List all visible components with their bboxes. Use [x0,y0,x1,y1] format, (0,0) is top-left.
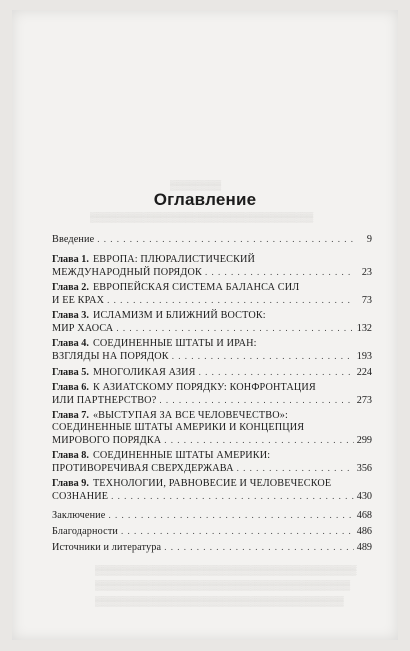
toc-chapter-entry [52,478,372,503]
toc-chapter-entry [52,382,372,407]
toc-chapter-entry [52,338,372,363]
toc-line [52,254,372,266]
toc-line [52,338,372,350]
entry-title-line: ЕВРОПА: ПЛЮРАЛИСТИЧЕСКИЙ [92,254,256,265]
dot-leader [164,541,354,553]
entry-title-line: И ЕЕ КРАХ [52,295,105,306]
table-of-contents [52,233,372,557]
page-number: 224 [356,367,372,378]
entry-title-line: СОЗНАНИЕ [52,491,109,502]
show-through-text: ▒▒▒▒▒▒▒▒ [170,180,222,190]
toc-line [52,382,372,394]
entry-title-line: СОЕДИНЕННЫЕ ШТАТЫ И ИРАН: [92,338,257,349]
entry-title-line: ИЛИ ПАРТНЕРСТВО? [52,395,157,406]
toc-line [52,541,372,554]
show-through-text: ▒▒▒▒▒▒▒▒▒▒▒▒▒▒▒▒▒▒▒▒▒▒▒▒▒▒▒▒▒▒▒▒▒▒▒ [90,212,314,222]
toc-line [52,490,372,503]
toc-chapter-entry [52,410,372,447]
show-through-text: ▒▒▒▒▒▒▒▒▒▒▒▒▒▒▒▒▒▒▒▒▒▒▒▒▒▒▒▒▒▒▒▒▒▒▒▒▒▒▒▒ [95,580,351,590]
page-title: Оглавление [153,190,257,209]
page-number: 193 [356,351,372,362]
chapter-label: Глава 6. [52,382,89,393]
chapter-label: Глава 8. [52,450,89,461]
chapter-label: Глава 2. [52,282,89,293]
entry-title-line: К АЗИАТСКОМУ ПОРЯДКУ: КОНФРОНТАЦИЯ [92,382,316,393]
entry-title-line: МИРОВОГО ПОРЯДКА [52,435,162,446]
toc-line [52,266,372,279]
toc-line [52,322,372,335]
dot-leader [116,322,354,334]
toc-entry [52,509,372,522]
toc-line [52,434,372,447]
show-through-text: ▒▒▒▒▒▒▒▒▒▒▒▒▒▒▒▒▒▒▒▒▒▒▒▒▒▒▒▒▒▒▒▒▒▒▒▒▒▒▒ [95,596,344,606]
chapter-label: Глава 4. [52,338,89,349]
dot-leader [164,434,354,446]
toc-line [52,462,372,475]
entry-title-line: Благодарности [52,526,119,537]
chapter-label: Глава 9. [52,478,89,489]
chapter-label: Глава 1. [52,254,89,265]
entry-title-line: «ВЫСТУПАЯ ЗА ВСЕ ЧЕЛОВЕЧЕСТВО»: [92,410,288,421]
page-number: 132 [356,323,372,334]
toc-line [52,422,372,434]
toc-line [52,394,372,407]
chapter-label: Глава 7. [52,410,89,421]
entry-title-line: ЕВРОПЕЙСКАЯ СИСТЕМА БАЛАНСА СИЛ [92,282,300,293]
page-number: 356 [356,463,372,474]
entry-title-line: ТЕХНОЛОГИИ, РАВНОВЕСИЕ И ЧЕЛОВЕЧЕСКОЕ [92,478,332,489]
toc-chapter-entry [52,282,372,307]
toc-chapter-entry [52,310,372,335]
toc-line [52,478,372,490]
entry-title-line: МЕЖДУНАРОДНЫЙ ПОРЯДОК [52,267,202,278]
page-number: 486 [356,526,372,537]
entry-title-line: Заключение [52,510,106,521]
entry-title-line: МИР ХАОСА [52,323,114,334]
toc-line [52,282,372,294]
entry-title-line: ПРОТИВОРЕЧИВАЯ СВЕРХДЕРЖАВА [52,463,234,474]
toc-entry [52,525,372,538]
entry-title-line: ИСЛАМИЗМ И БЛИЖНИЙ ВОСТОК: [92,310,266,321]
toc-line [52,350,372,363]
dot-leader [97,233,354,245]
toc-line [52,410,372,422]
page-number: 468 [356,510,372,521]
toc-chapter-entry [52,366,372,379]
show-through-text: ▒▒▒▒▒▒▒▒▒▒▒▒▒▒▒▒▒▒▒▒▒▒▒▒▒▒▒▒▒▒▒▒▒▒▒▒▒▒▒▒▒ [95,565,357,575]
page-number: 489 [356,542,372,553]
page-number: 273 [356,395,372,406]
dot-leader [205,266,354,278]
toc-entry [52,541,372,554]
dot-leader [121,525,354,537]
toc-entry [52,233,372,246]
dot-leader [237,462,354,474]
entry-title-line: МНОГОЛИКАЯ АЗИЯ [92,367,196,378]
dot-leader [111,490,354,502]
dot-leader [108,509,354,521]
toc-chapter-entry [52,254,372,279]
entry-title-line: Источники и литература [52,542,162,553]
toc-line [52,509,372,522]
chapter-label: Глава 3. [52,310,89,321]
dot-leader [159,394,354,406]
entry-title-line: Введение [52,234,95,245]
toc-chapter-entry [52,450,372,475]
toc-line [52,450,372,462]
entry-title-line: СОЕДИНЕННЫЕ ШТАТЫ АМЕРИКИ: [92,450,271,461]
page-number: 73 [361,295,372,306]
dot-leader [199,366,354,378]
dot-leader [172,350,354,362]
toc-line [52,310,372,322]
page-number: 9 [366,234,372,245]
toc-line [52,294,372,307]
toc-line [52,525,372,538]
dot-leader [107,294,354,306]
entry-title-line: ВЗГЛЯДЫ НА ПОРЯДОК [52,351,169,362]
toc-line [52,366,372,379]
chapter-label: Глава 5. [52,367,89,378]
page-number: 23 [361,267,372,278]
toc-line [52,233,372,246]
page-number: 430 [356,491,372,502]
page-number: 299 [356,435,372,446]
entry-title-line: СОЕДИНЕННЫЕ ШТАТЫ АМЕРИКИ И КОНЦЕПЦИЯ [52,422,305,433]
